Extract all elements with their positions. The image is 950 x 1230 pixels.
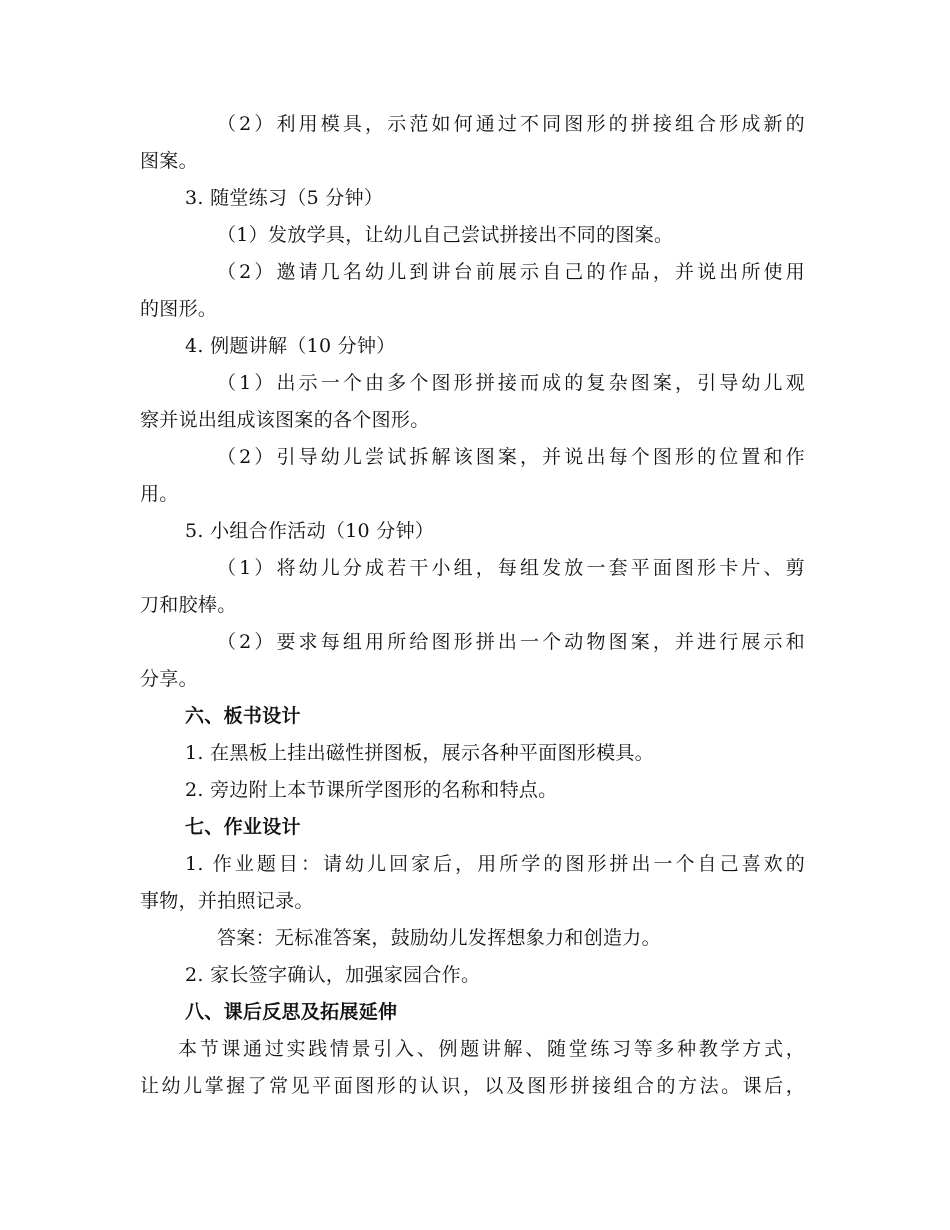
text-line: 事物，并拍照记录。 [140, 890, 314, 912]
numbered-item: 5. 小组合作活动（10 分钟） [185, 520, 435, 542]
text-line: （2）利用模具，示范如何通过不同图形的拼接组合形成新的 [217, 113, 805, 135]
section-heading: 七、作业设计 [185, 816, 301, 838]
text-line: （1）将幼儿分成若干小组，每组发放一套平面图形卡片、剪 [217, 557, 805, 579]
numbered-item: 4. 例题讲解（10 分钟） [185, 335, 396, 357]
numbered-item: 1. 作业题目：请幼儿回家后，用所学的图形拼出一个自己喜欢的 [185, 853, 805, 875]
text-line: 用。 [140, 483, 179, 505]
text-line: （2）邀请几名幼儿到讲台前展示自己的作品，并说出所使用 [217, 261, 805, 283]
text-line: （1）出示一个由多个图形拼接而成的复杂图案，引导幼儿观 [217, 372, 805, 394]
text-line: 分享。 [140, 668, 198, 690]
numbered-item: 1. 在黑板上挂出磁性拼图板，展示各种平面图形模具。 [185, 742, 654, 764]
document-page [140, 106, 805, 1105]
text-line: （2）要求每组用所给图形拼出一个动物图案，并进行展示和 [217, 631, 805, 653]
paragraph-line: 让幼儿掌握了常见平面图形的认识，以及图形拼接组合的方法。课后， [140, 1075, 805, 1097]
numbered-item: 3. 随堂练习（5 分钟） [185, 187, 384, 209]
numbered-item: 2. 家长签字确认，加强家园合作。 [185, 964, 481, 986]
text-line: 察并说出组成该图案的各个图形。 [140, 409, 430, 431]
text-line: （1）发放学具，让幼儿自己尝试拼接出不同的图案。 [217, 224, 674, 246]
paragraph-line: 本节课通过实践情景引入、例题讲解、随堂练习等多种教学方式， [178, 1038, 805, 1060]
text-line: 刀和胶棒。 [140, 594, 237, 616]
numbered-item: 2. 旁边附上本节课所学图形的名称和特点。 [185, 779, 558, 801]
section-heading: 六、板书设计 [185, 705, 301, 727]
section-heading: 八、课后反思及拓展延伸 [185, 1001, 398, 1023]
text-line: （2）引导幼儿尝试拆解该图案，并说出每个图形的位置和作 [217, 446, 805, 468]
text-line: 的图形。 [140, 298, 218, 320]
answer-line: 答案：无标准答案，鼓励幼儿发挥想象力和创造力。 [217, 927, 661, 949]
text-line: 图案。 [140, 150, 198, 172]
